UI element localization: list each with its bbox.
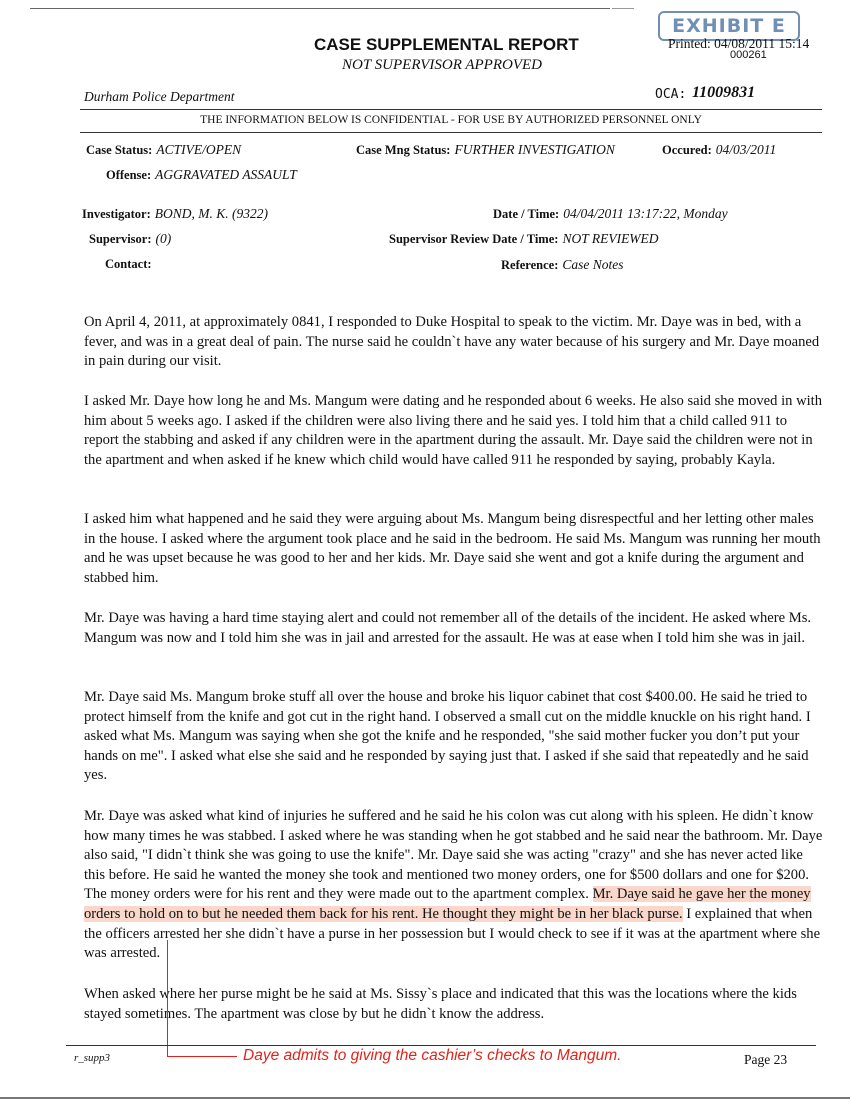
- occured-field: [662, 141, 776, 159]
- narrative-paragraph: [84, 313, 824, 372]
- reference-value: Case Notes: [562, 257, 624, 272]
- offense-field: [106, 166, 297, 184]
- reference-field: [501, 256, 624, 274]
- printed-timestamp: Printed: 04/08/2011 15:14: [668, 36, 810, 51]
- bottom-rule: [0, 1097, 850, 1099]
- supervisor-label: Supervisor:: [89, 232, 152, 246]
- paragraph-1: On April 4, 2011, at approximately 0841, I responded to Duke Hospital to speak to the victim. Mr. Daye was in bed, with a fever, and was in a great deal of pain. The nurse said he couldn`t have any water because of his surgery and Mr. Daye moaned in pain during our visit.: [84, 314, 820, 370]
- paragraph-3: I asked him what happened and he said they were arguing about Ms. Mangum being disrespectful and her letting other males in the house. I asked where the argument took place and he said in the bedroom. He said Ms. Mangum was running her mouth and he was upset because he was good to her and her kids. Mr. Daye said she went and got a knife during the argument and stabbed him.: [84, 511, 821, 586]
- supervisor-review-field: [389, 230, 659, 248]
- paragraph-5: Mr. Daye said Ms. Mangum broke stuff all over the house and broke his liquor cabinet that cost $400.00. He said he tried to protect himself from the knife and got cut in the right hand. I observed a small cut on the middle knuckle on his right hand. I asked what Ms. Mangum was saying when she got the knife and he responded, "she said mother fucker you don’t put your hands on me". I asked what else she said and he responded by saying just that. I asked if she said that repeatedly and he said yes.: [84, 689, 811, 784]
- department-name: Durham Police Department: [84, 89, 235, 104]
- paragraph-7: When asked where her purse might be he said at Ms. Sissy`s place and indicated that this was the locations where the kids stayed sometimes. The apartment was close by but he didn`t know the address.: [84, 986, 797, 1022]
- narrative-paragraph: [84, 510, 824, 588]
- offense-label: Offense:: [106, 168, 152, 182]
- investigator-value: BOND, M. K. (9322): [154, 206, 268, 221]
- contact-label: Contact:: [105, 257, 152, 271]
- offense-value: AGGRAVATED ASSAULT: [155, 167, 297, 182]
- case-status-field: [86, 141, 241, 159]
- case-mng-status-value: FURTHER INVESTIGATION: [454, 142, 615, 157]
- reference-label: Reference:: [501, 258, 559, 272]
- red-annotation: Daye admits to giving the cashier’s checks to Mangum.: [243, 1047, 622, 1064]
- supervisor-review-label: Supervisor Review Date / Time:: [389, 232, 559, 246]
- narrative-paragraph: [84, 985, 824, 1024]
- investigator-label: Investigator:: [82, 207, 151, 221]
- footer-divider: [66, 1045, 816, 1046]
- bates-number: 000261: [730, 49, 767, 61]
- report-subtitle: NOT SUPERVISOR APPROVED: [342, 57, 542, 73]
- oca-number: 11009831: [692, 84, 756, 101]
- supervisor-value: (0): [155, 231, 172, 246]
- narrative-paragraph: [84, 807, 824, 964]
- paragraph-4: Mr. Daye was having a hard time staying alert and could not remember all of the details of the incident. He asked where Ms. Mangum was now and I told him she was in jail and arrested for the assault. He was at ease when I told him she was in jail.: [84, 610, 812, 646]
- case-status-label: Case Status:: [86, 143, 153, 157]
- date-time-field: [493, 205, 728, 223]
- header-divider: [80, 132, 822, 133]
- highlighted-passage: Mr. Daye said he gave her the money orders to hold on to but he needed them back for his rent. He thought they might be in her black purse.: [84, 886, 811, 922]
- narrative-paragraph: [84, 688, 824, 786]
- narrative-paragraph: [84, 609, 824, 648]
- annotation-connector-horizontal: [167, 1056, 237, 1057]
- exhibit-stamp: EXHIBIT E: [658, 11, 800, 41]
- form-id: r_supp3: [74, 1052, 111, 1064]
- supervisor-review-value: NOT REVIEWED: [562, 231, 659, 246]
- paragraph-6-start: Mr. Daye was asked what kind of injuries he suffered and he said he his colon was cut along with his spleen. He didn`t know how many times he was stabbed. I asked where he was standing when he got stabbed and he said near the bathroom. Mr. Daye also said, "I didn`t think she was going to use the knife". Mr. Daye said she was acting "crazy" and she has never acted like this before. He said he wanted the money she took and mentioned two money orders, one for $500 dollars and one for $200. The money orders were for his rent and they were made out to the apartment complex.: [84, 808, 823, 903]
- contact-field: [105, 255, 152, 273]
- paragraph-6: [84, 807, 824, 964]
- narrative-paragraph: [84, 392, 824, 470]
- occured-value: 04/03/2011: [715, 142, 777, 157]
- case-mng-status-label: Case Mng Status:: [356, 143, 451, 157]
- annotation-connector-vertical: [167, 940, 168, 1056]
- page-number: Page 23: [744, 1052, 788, 1067]
- paragraph-2: I asked Mr. Daye how long he and Ms. Mangum were dating and he responded about 6 weeks. He also said she moved in with him about 5 weeks ago. I asked if the children were also living there and he said yes. I told him that a child called 911 to report the stabbing and asked if any children were in the apartment during the assault. Mr. Daye said the children were not in the apartment and when asked if he knew which child would have called 911 he responded by saying, probably Kayla.: [84, 393, 823, 468]
- paragraph-6-end: I explained that when the officers arrested her she didn`t have a purse in her possession but I would check to see if it was at the apartment where she was arrested.: [84, 905, 821, 962]
- header-divider: [80, 109, 822, 110]
- investigator-field: [82, 205, 268, 223]
- report-title: CASE SUPPLEMENTAL REPORT: [314, 35, 579, 54]
- confidential-notice: THE INFORMATION BELOW IS CONFIDENTIAL - FOR USE BY AUTHORIZED PERSONNEL ONLY: [200, 114, 702, 126]
- occured-label: Occured:: [662, 143, 712, 157]
- oca-label: OCA:: [655, 87, 687, 102]
- supervisor-field: [89, 230, 171, 248]
- top-rule-fragment: [612, 8, 634, 9]
- case-mng-status-field: [356, 141, 615, 159]
- date-time-value: 04/04/2011 13:17:22, Monday: [563, 206, 728, 221]
- case-status-value: ACTIVE/OPEN: [156, 142, 242, 157]
- top-rule: [30, 8, 610, 9]
- date-time-label: Date / Time:: [493, 207, 560, 221]
